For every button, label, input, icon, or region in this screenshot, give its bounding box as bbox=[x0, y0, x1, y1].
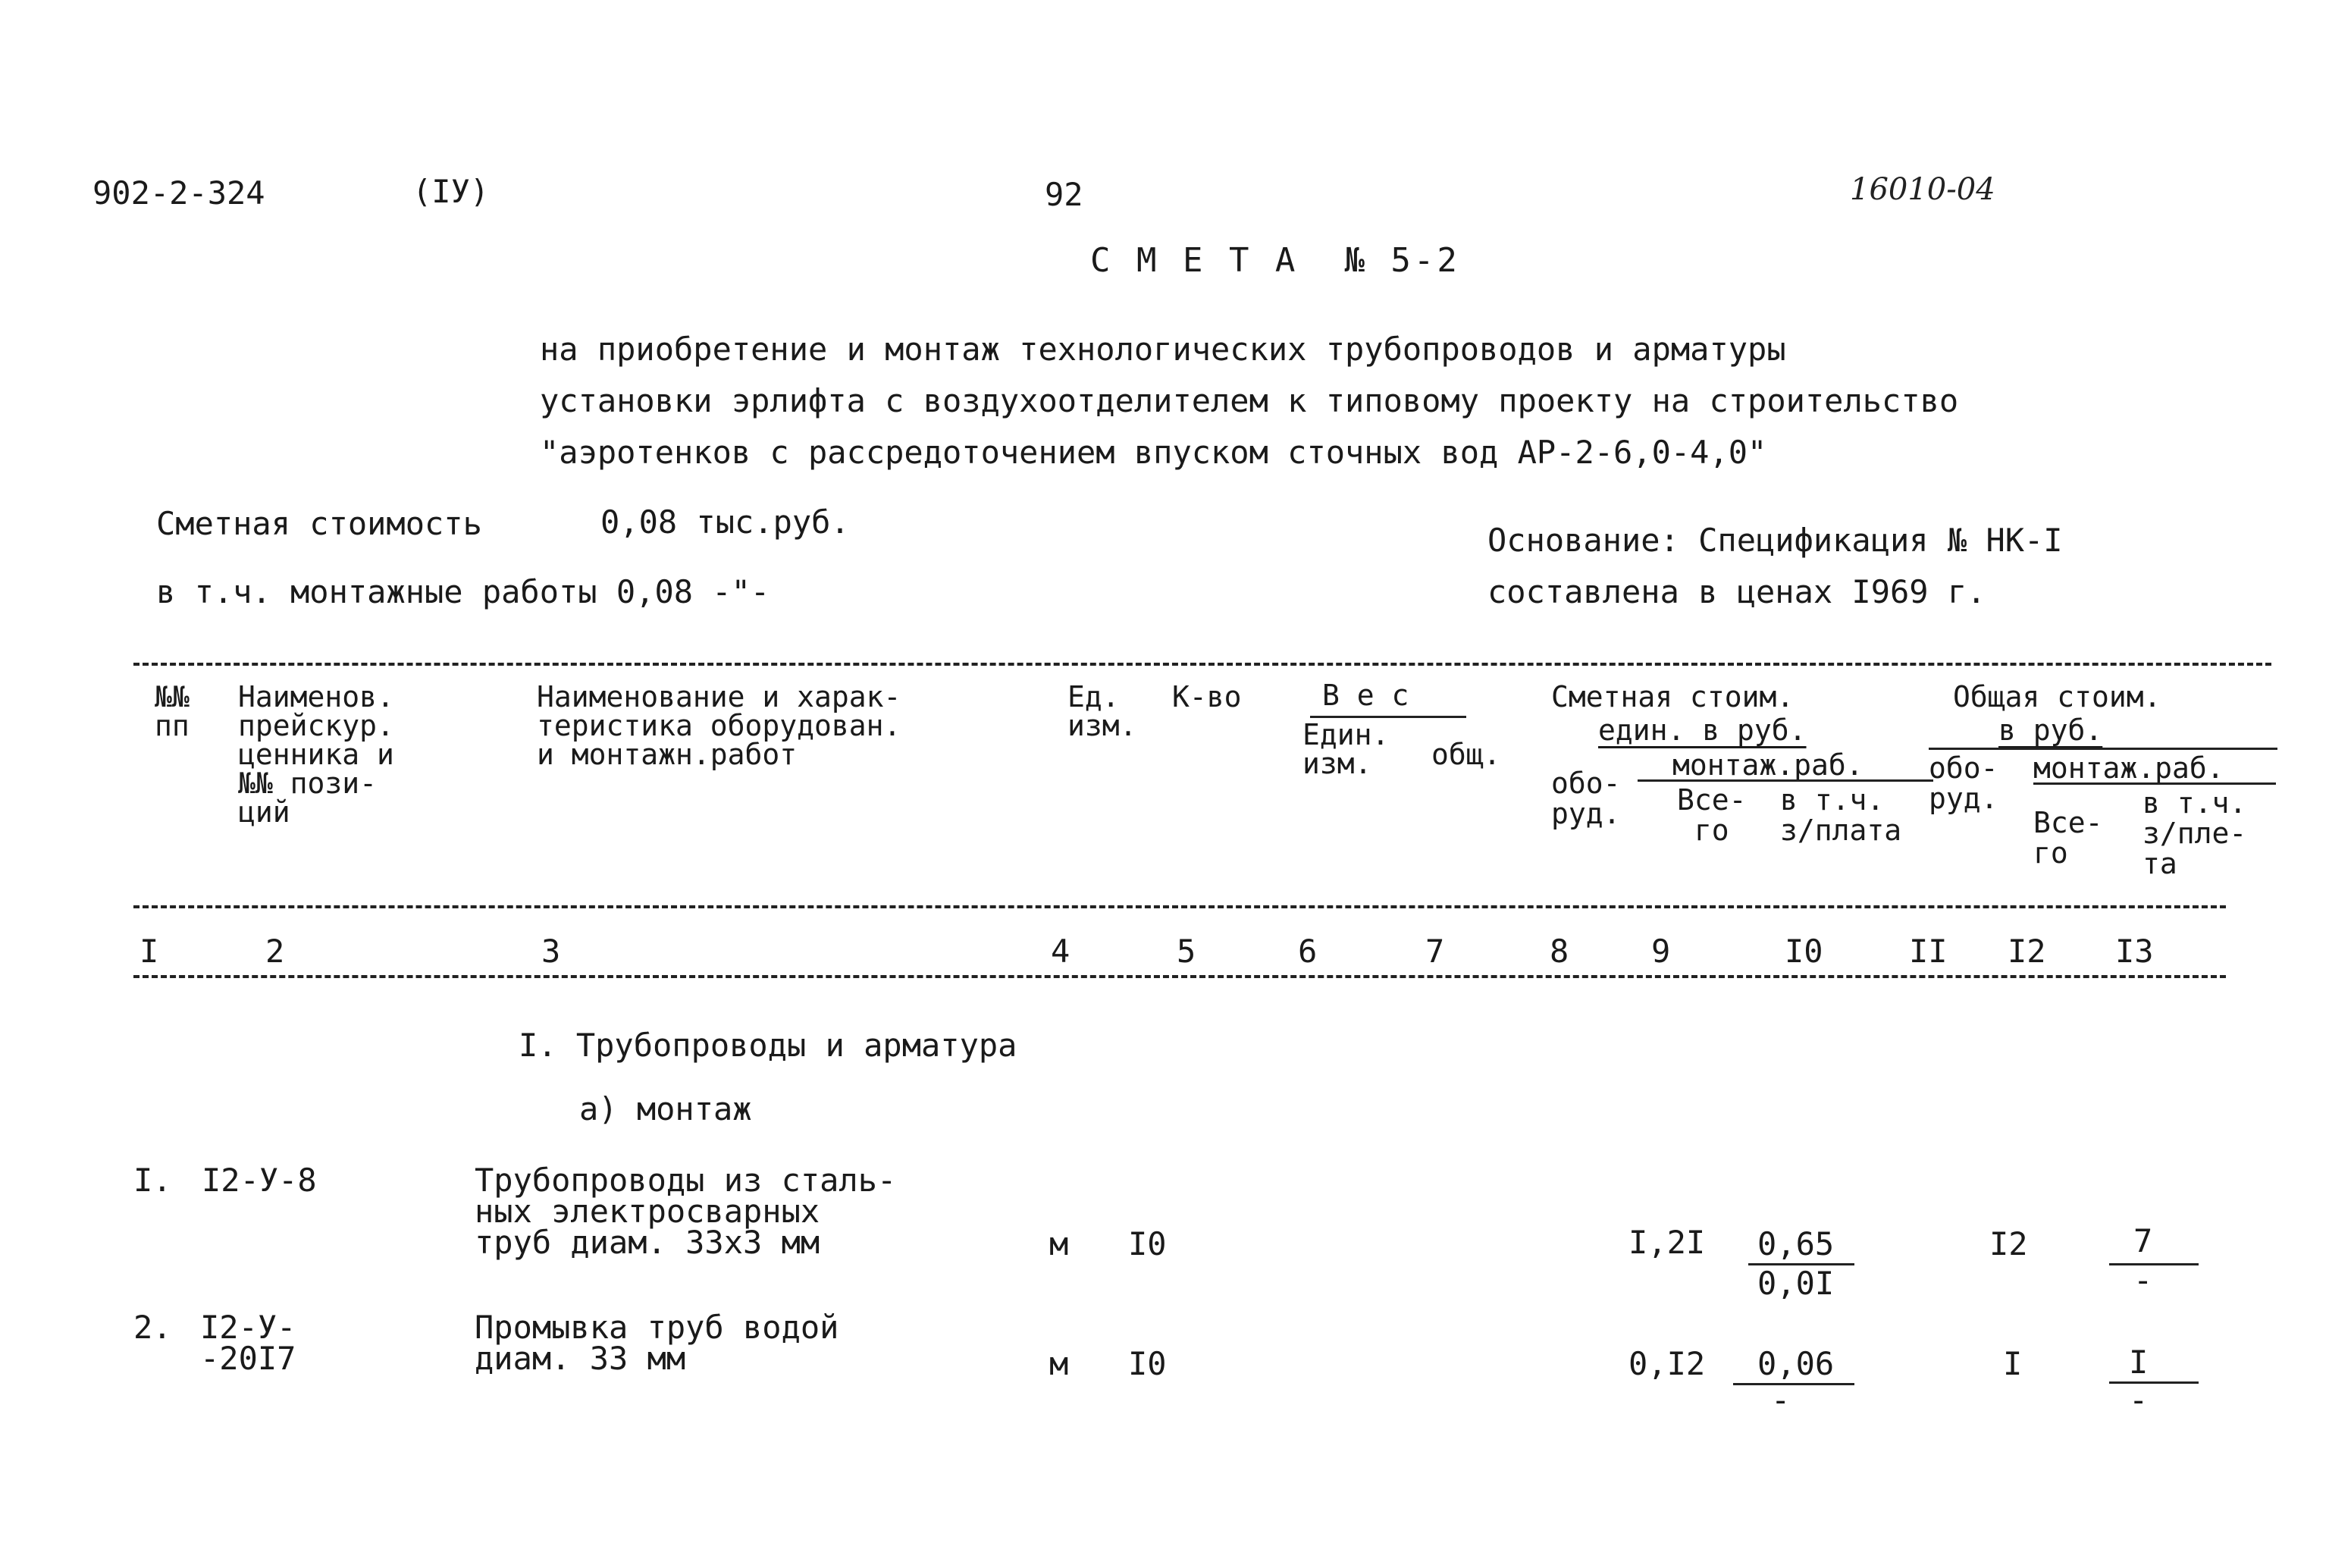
document-part: (IУ) bbox=[412, 173, 490, 210]
row-quantity: I0 bbox=[1128, 1345, 1167, 1382]
column-number: I2 bbox=[2008, 933, 2046, 970]
header-col-number: №№ пп bbox=[155, 680, 190, 742]
column-number-rule bbox=[133, 975, 2226, 978]
row-number: I. bbox=[133, 1162, 172, 1199]
column-number: 3 bbox=[541, 933, 561, 970]
header-weight-total: общ. bbox=[1431, 738, 1501, 771]
header-general-equipment: обо- руд. bbox=[1929, 751, 1998, 815]
fraction-bar bbox=[2109, 1263, 2199, 1265]
table-header-rule bbox=[133, 905, 2226, 908]
table-top-rule bbox=[133, 663, 2271, 666]
handwritten-number: 16010-04 bbox=[1850, 172, 1995, 207]
page-title: С М Е Т А № 5-2 bbox=[1090, 241, 1460, 280]
header-col-price-code: Наименов. прейскур. ценника и №№ пози- ций bbox=[238, 680, 394, 829]
column-number: I0 bbox=[1785, 933, 1823, 970]
column-number: 2 bbox=[265, 933, 285, 970]
header-col-quantity: К-во bbox=[1172, 680, 1242, 713]
column-number: I3 bbox=[2115, 933, 2154, 970]
general-sub-rule bbox=[1929, 748, 2277, 750]
row-quantity: I0 bbox=[1128, 1225, 1167, 1262]
row-unit-mount-wage: - bbox=[1771, 1381, 1791, 1419]
header-estimate-mount-total: Все- го bbox=[1677, 783, 1747, 847]
cost-total-value: 0,08 тыс.руб. bbox=[600, 503, 850, 541]
header-weight-title: В е с bbox=[1322, 679, 1409, 712]
row-total-equipment: I bbox=[2003, 1345, 2023, 1382]
column-number: I bbox=[139, 933, 159, 970]
row-total-mount: I bbox=[2129, 1344, 2149, 1381]
column-number: 4 bbox=[1051, 933, 1070, 970]
basis-line-1: Основание: Спецификация № НК-I bbox=[1487, 522, 2063, 559]
row-total-wage: - bbox=[2129, 1381, 2149, 1419]
header-weight-unit: Един. изм. bbox=[1302, 718, 1390, 780]
row-number: 2. bbox=[133, 1309, 172, 1346]
row-unit: м bbox=[1049, 1225, 1069, 1262]
header-col-unit: Ед. изм. bbox=[1067, 680, 1137, 742]
section-title: I. Трубопроводы и арматура bbox=[519, 1027, 1017, 1064]
cost-mount-line: в т.ч. монтажные работы 0,08 -"- bbox=[156, 573, 770, 610]
row-unit-equipment-cost: I,2I bbox=[1628, 1224, 1706, 1261]
fraction-bar bbox=[1733, 1383, 1854, 1385]
column-number: 8 bbox=[1550, 933, 1569, 970]
header-estimate-equipment: обо- руд. bbox=[1551, 767, 1621, 830]
column-number: 6 bbox=[1298, 933, 1318, 970]
column-number: II bbox=[1909, 933, 1948, 970]
row-description: Промывка труб водой диам. 33 мм bbox=[475, 1309, 839, 1378]
header-estimate-title: Сметная стоим. bbox=[1551, 680, 1795, 713]
row-unit-mount-total: 0,06 bbox=[1757, 1345, 1835, 1382]
row-total-equipment: I2 bbox=[1989, 1225, 2028, 1262]
column-number: 5 bbox=[1177, 933, 1196, 970]
row-total-mount: 7 bbox=[2133, 1222, 2153, 1259]
row-unit-equipment-cost: 0,I2 bbox=[1628, 1345, 1706, 1382]
column-number: 9 bbox=[1651, 933, 1671, 970]
title-line-2: установки эрлифта с воздухоотделителем к типовому проекту на строительство bbox=[540, 382, 1959, 419]
document-code: 902-2-324 bbox=[92, 174, 265, 212]
row-total-wage: - bbox=[2133, 1262, 2153, 1299]
column-number: 7 bbox=[1425, 933, 1445, 970]
fraction-bar bbox=[2109, 1381, 2199, 1384]
row-price-code: I2-У- -20I7 bbox=[200, 1309, 296, 1378]
row-price-code: I2-У-8 bbox=[202, 1162, 317, 1199]
estimate-mount-rule bbox=[1638, 779, 1933, 782]
row-description: Трубопроводы из сталь- ных электросварных труб диам. 33х3 мм bbox=[475, 1162, 897, 1262]
header-estimate-mount-wage: в т.ч. з/плата bbox=[1780, 783, 1902, 847]
row-unit-mount-wage: 0,0I bbox=[1757, 1265, 1835, 1302]
general-mount-rule bbox=[2033, 782, 2276, 785]
header-general-mount-total: Все- го bbox=[2033, 806, 2103, 870]
header-estimate-sub: един. в руб. bbox=[1598, 713, 1807, 747]
title-line-1: на приобретение и монтаж технологических трубопроводов и арматуры bbox=[540, 331, 1786, 368]
header-general-title: Общая стоим. bbox=[1953, 680, 2161, 713]
section-subtitle: а) монтаж bbox=[579, 1090, 752, 1127]
cost-total-label: Сметная стоимость bbox=[156, 505, 482, 542]
header-general-mount: монтаж.раб. bbox=[2033, 751, 2224, 785]
header-general-mount-wage: в т.ч. з/пле- та bbox=[2142, 786, 2247, 880]
row-unit: м bbox=[1049, 1345, 1069, 1382]
header-general-sub: в руб. bbox=[1998, 713, 2103, 747]
header-col-description: Наименование и харак- теристика оборудован. и монтажн.работ bbox=[537, 680, 901, 771]
title-line-3: "аэротенков с рассредоточением впуском сточных вод АР-2-6,0-4,0" bbox=[540, 434, 1767, 471]
row-unit-mount-total: 0,65 bbox=[1757, 1225, 1835, 1262]
basis-line-2: составлена в ценах I969 г. bbox=[1487, 573, 1986, 610]
page-number: 92 bbox=[1045, 176, 1083, 213]
header-estimate-mount: монтаж.раб. bbox=[1672, 748, 1864, 782]
